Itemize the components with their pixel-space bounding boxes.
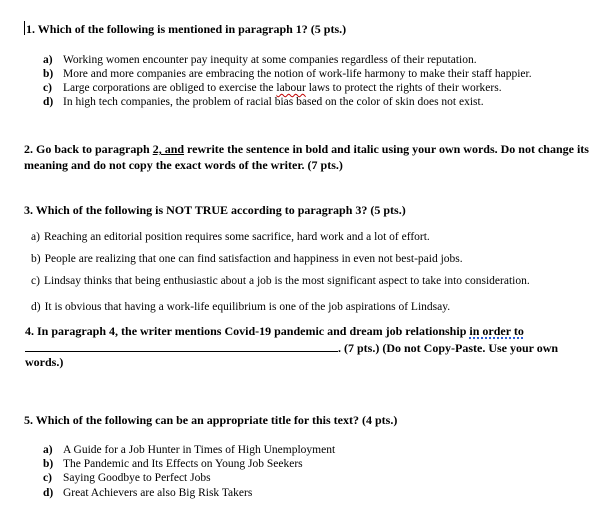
q3-option-d: d) It is obvious that having a work-life equilibrium is one of the job aspirations of Lindsay. — [31, 301, 451, 313]
q3-option-c: c) Lindsay thinks that being enthusiastic about a job is the most significant aspect to take into consideration. — [31, 275, 530, 287]
question-5-title: 5. Which of the following can be an appropriate title for this text? (4 pts.) — [24, 413, 398, 427]
q3-option-b: b) People are realizing that one can find satisfaction and happiness in even not best-paid jobs. — [31, 253, 463, 265]
question-1-title: 1. Which of the following is mentioned in paragraph 1? (5 pts.) — [26, 22, 347, 36]
q1-option-a: a) Working women encounter pay inequity at some companies regardless of their reputation. — [43, 54, 477, 66]
q5-option-d: d) Great Achievers are also Big Risk Takers — [43, 487, 253, 499]
question-4-line-2: . (7 pts.) (Do not Copy-Paste. Use your own — [25, 340, 558, 356]
question-2: 2. Go back to paragraph 2, and rewrite the sentence in bold and italic using your own words. Do not change its meaning and do not copy the exact words of the writer. (7 pts.) — [24, 142, 589, 172]
question-3-title: 3. Which of the following is NOT TRUE according to paragraph 3? (5 pts.) — [24, 203, 406, 217]
q1-option-b: b) More and more companies are embracing the notion of work-life harmony to make their staff happier. — [43, 68, 532, 80]
question-4-line-3: words.) — [25, 355, 64, 369]
q1-option-d: d) In high tech companies, the problem of racial bias based on the color of skin does not exist. — [43, 96, 484, 108]
text-cursor — [24, 21, 25, 35]
q5-option-c: c) Saying Goodbye to Perfect Jobs — [43, 472, 211, 484]
q1-option-c: c) Large corporations are obliged to exercise the labour laws to protect the rights of their workers. — [43, 82, 502, 94]
answer-blank[interactable] — [25, 341, 338, 352]
q5-option-a: a) A Guide for a Job Hunter in Times of High Unemployment — [43, 444, 336, 456]
q3-option-a: a) Reaching an editorial position requires some sacrifice, hard work and a lot of effort. — [31, 231, 430, 243]
q5-option-b: b) The Pandemic and Its Effects on Young Job Seekers — [43, 458, 303, 470]
spellcheck-marked-word: labour — [276, 82, 306, 94]
question-4-line-1: 4. In paragraph 4, the writer mentions Covid-19 pandemic and dream job relationship in order to — [25, 324, 524, 338]
